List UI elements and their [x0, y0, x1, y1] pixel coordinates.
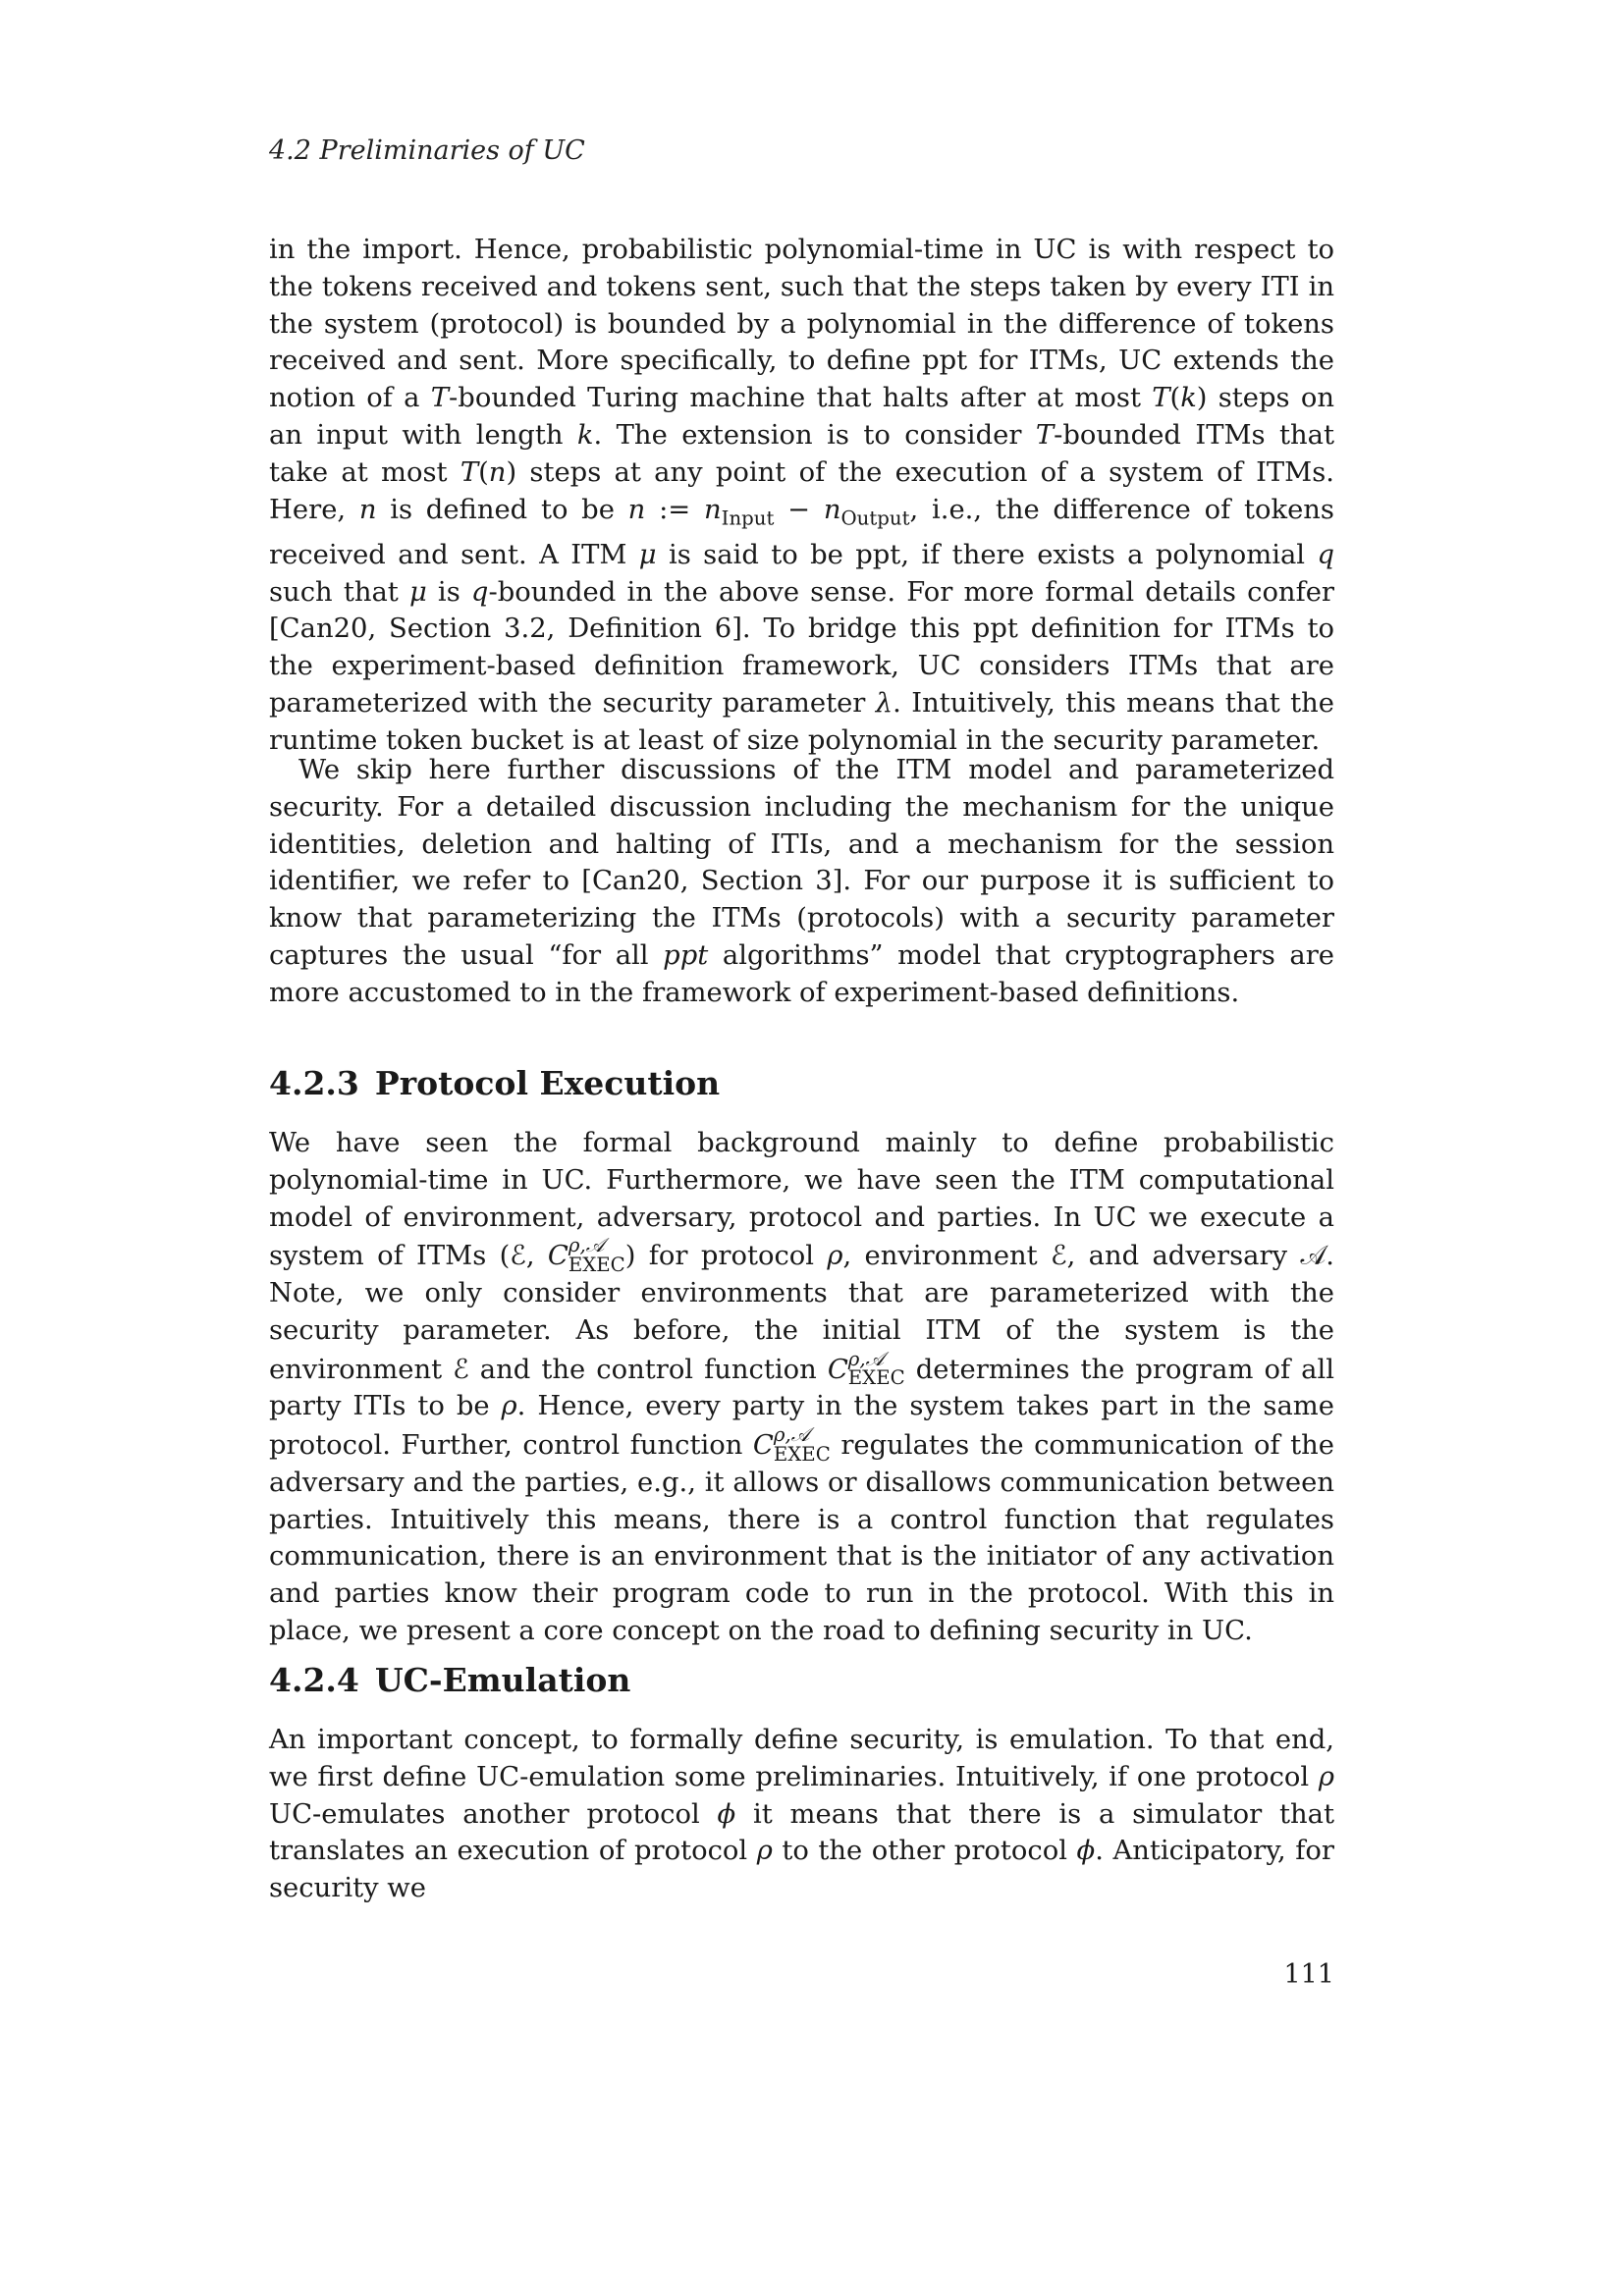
section-number: 4.2.3 [269, 1064, 359, 1102]
page-number: 111 [1283, 1959, 1334, 1990]
section-number: 4.2.4 [269, 1661, 359, 1699]
section-title: Protocol Execution [374, 1064, 721, 1102]
paragraph-protocol-execution [269, 1125, 1334, 1650]
running-header: 4.2 Preliminaries of UC [269, 135, 585, 166]
paragraph-text: We skip here further discussions of the ITM model and parameterized security. For a detailed discussion including the mechanism for the unique identities, deletion and halting of ITIs, and a mechanism for the session identifier, we refer to [Can20, Section 3]. For our purpose it is sufficient to know that parameterizing the ITMs (protocols) with a security parameter captures the usual “for all ppt algorithms” model that cryptographers are more accustomed to in the framework of experiment-based definitions. [269, 755, 1335, 1008]
section-heading-uc-emulation [269, 1659, 630, 1702]
paragraph-uc-emulation [269, 1722, 1334, 1907]
paragraph-ppt-definition [269, 232, 1334, 760]
section-title: UC-Emulation [374, 1661, 631, 1699]
section-heading-protocol-execution [269, 1062, 720, 1105]
paragraph-text: We have seen the formal background mainly to define probabilistic polynomial-time in UC. Furthermore, we have seen the ITM computational model of environment, adversary, protocol and parties. In UC we execute a system of ITMs (ℰ, C ρ,𝒜 EXEC ) for protocol ρ, environment ℰ, and adversary 𝒜. Note, we only consider environments that are parameterized with the security parameter. As before, the initial ITM of the system is the environment ℰ and the control function C ρ,𝒜 EXEC determines the program of all party ITIs to be ρ. Hence, every party in the system takes part in the same protocol. Further, control function C ρ,𝒜 EXEC regulates the communication of the adversary and the parties, e.g., it allows or disallows communication between parties. Intuitively this means, there is a control function that regulates communication, there is an environment that is the initiator of any activation and parties know their program code to run in the protocol. With this in place, we present a core concept on the road to defining security in UC. [269, 1128, 1335, 1646]
paragraph-text: in the import. Hence, probabilistic polynomial-time in UC is with respect to the tokens received and tokens sent, such that the steps taken by every ITI in the system (protocol) is bounded by a polynomial in the difference of tokens received and sent. More specifically, to define ppt for ITMs, UC extends the notion of a T-bounded Turing machine that halts after at most T(k) steps on an input with length k. The extension is to consider T-bounded ITMs that take at most T(n) steps at any point of the execution of a system of ITMs. Here, n is defined to be n := $n_{Input} - n_{Output}$, i.e., the difference of tokens received and sent. A ITM μ is said to be ppt, if there exists a polynomial q such that μ is q-bounded in the above sense. For more formal details confer [Can20, Section 3.2, Definition 6]. To bridge this ppt definition for ITMs to the experiment-based definition framework, UC considers ITMs that are parameterized with the security parameter λ. Intuitively, this means that the runtime token bucket is at least of size polynomial in the security parameter. [269, 235, 1335, 756]
paragraph-text: An important concept, to formally define security, is emulation. To that end, we first define UC-emulation some preliminaries. Intuitively, if one protocol ρ UC-emulates another protocol ϕ it means that there is a simulator that translates an execution of protocol ρ to the other protocol ϕ. Anticipatory, for security we [269, 1725, 1334, 1904]
paragraph-itm-model [269, 752, 1334, 1012]
